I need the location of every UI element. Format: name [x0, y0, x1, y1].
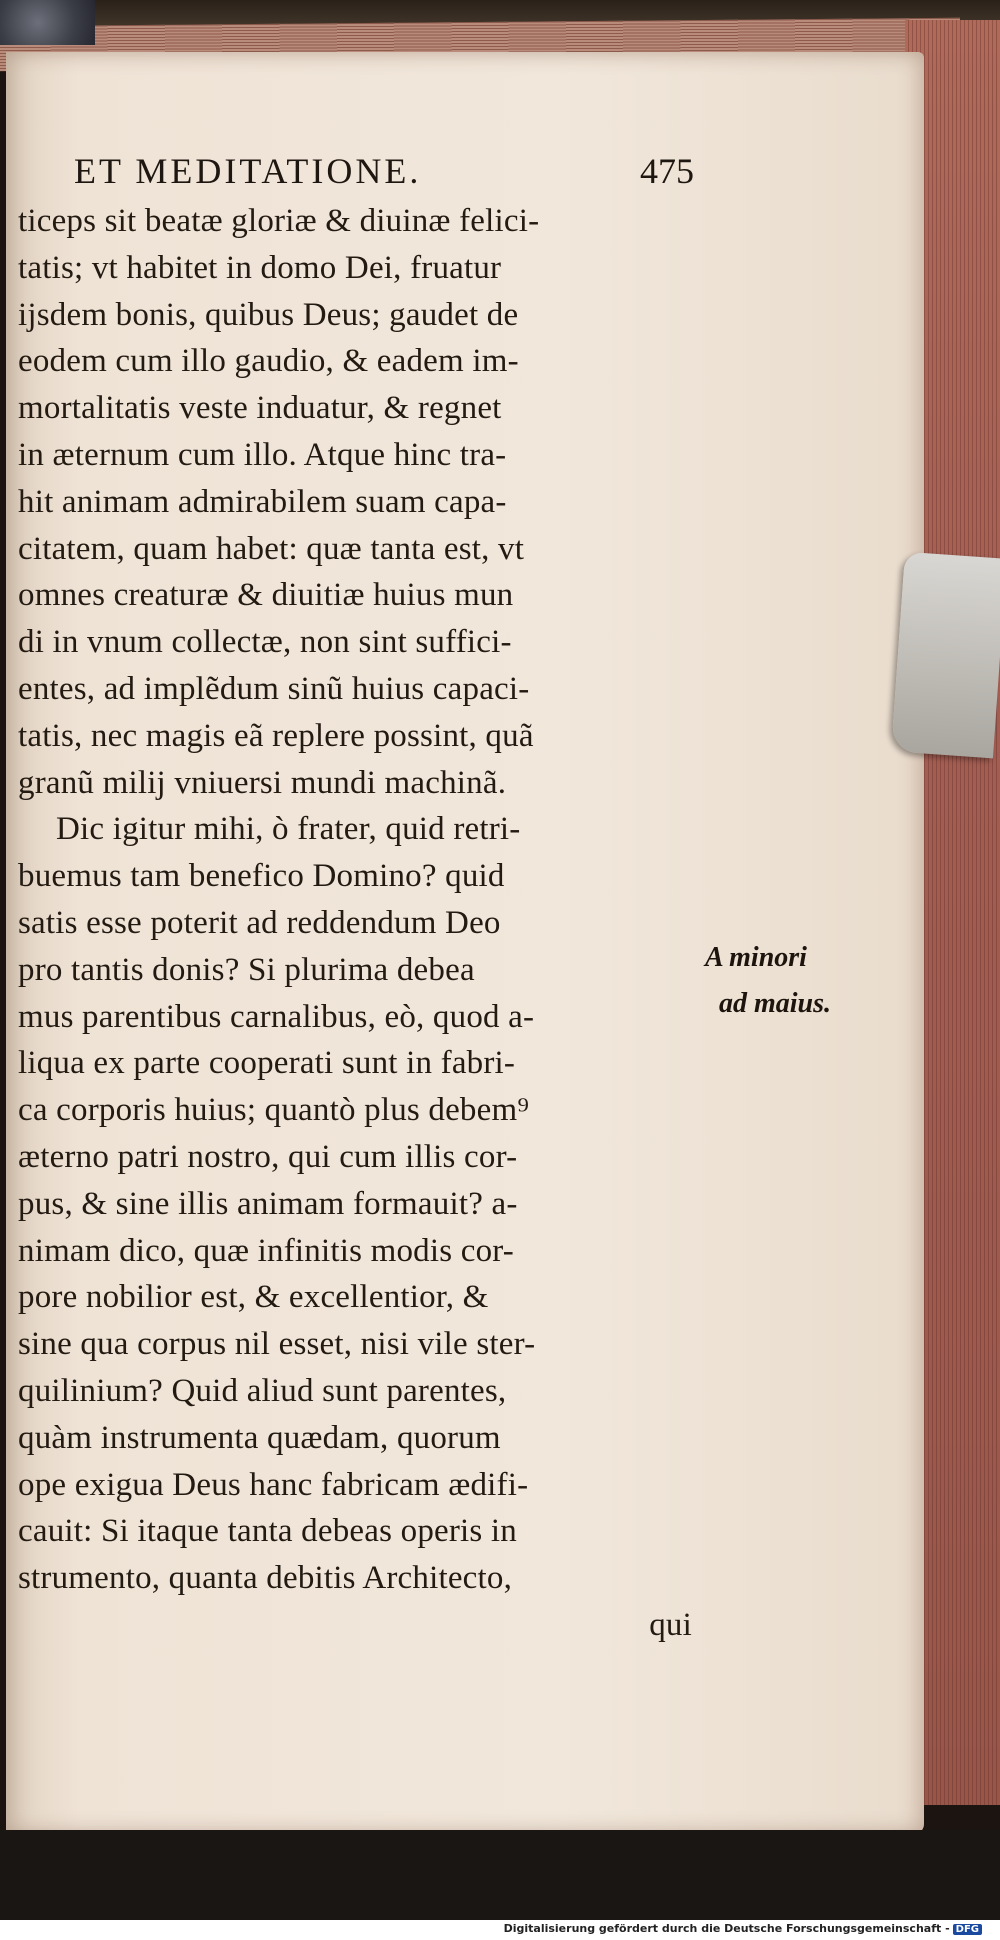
text-line: sine qua corpus nil esset, nisi vile ster- [18, 1326, 536, 1363]
text-line: mortalitatis veste induatur, & regnet [18, 390, 502, 427]
text-line: ijsdem bonis, quibus Deus; gaudet de [18, 296, 519, 333]
marginal-note-line: ad maius. [719, 988, 832, 1019]
page-number: 475 [640, 151, 694, 191]
scan-bottom-bar [0, 1830, 1000, 1920]
marginal-note [705, 935, 875, 1027]
text-line: mus parentibus carnalibus, eò, quod a- [18, 998, 535, 1035]
marginal-note-line: A minori [705, 942, 807, 973]
text-line: buemus tam benefico Domino? quid [18, 858, 505, 895]
text-line: pore nobilior est, & excellentior, & [18, 1279, 489, 1316]
text-line: entes, ad implẽdum sinũ huius capaci- [18, 670, 530, 707]
text-line: quàm instrumenta quædam, quorum [18, 1419, 501, 1456]
text-line: nimam dico, quæ infinitis modis cor- [18, 1232, 514, 1269]
text-line: satis esse poterit ad reddendum Deo [18, 904, 501, 941]
text-body [18, 198, 698, 1649]
footer-credit [504, 1922, 982, 1935]
text-line: hit animam admirabilem suam capa- [18, 483, 507, 520]
text-line: Dic igitur mihi, ò frater, quid retri- [56, 811, 521, 848]
text-line: di in vnum collectæ, non sint suffici- [18, 624, 512, 661]
text-line: eodem cum illo gaudio, & eadem im- [18, 343, 519, 380]
page-header [74, 150, 694, 200]
footer [0, 1920, 1000, 1940]
text-line: ca corporis huius; quantò plus debem⁹ [18, 1092, 530, 1129]
page-clip [891, 552, 1000, 759]
text-line: strumento, quanta debitis Architecto, [18, 1560, 513, 1597]
text-line: granũ milij vniuersi mundi machinã. [18, 764, 507, 801]
text-line: omnes creaturæ & diuitiæ huius mun [18, 577, 514, 614]
catchword: qui [649, 1606, 692, 1643]
text-line: citatem, quam habet: quæ tanta est, vt [18, 530, 525, 567]
text-line: ticeps sit beatæ gloriæ & diuinæ felici- [18, 203, 540, 239]
text-line: cauit: Si itaque tanta debeas operis in [18, 1513, 517, 1550]
book-cover-corner [0, 0, 95, 45]
text-line: æterno patri nostro, qui cum illis cor- [18, 1138, 518, 1175]
running-title: ET MEDITATIONE. [74, 151, 422, 191]
text-line: in æternum cum illo. Atque hinc tra- [18, 436, 507, 473]
text-line: quilinium? Quid aliud sunt parentes, [18, 1372, 507, 1409]
dfg-logo: DFG [953, 1924, 982, 1935]
text-line: pus, & sine illis animam formauit? a- [18, 1185, 518, 1222]
footer-credit-text: Digitalisierung gefördert durch die Deutsche Forschungsgemeinschaft - [503, 1922, 950, 1935]
text-line: ope exigua Deus hanc fabricam ædifi- [18, 1466, 529, 1503]
text-line: tatis, nec magis eã replere possint, quã [18, 717, 534, 754]
text-line: liqua ex parte cooperati sunt in fabri- [18, 1045, 516, 1082]
text-line: pro tantis donis? Si plurima debea [18, 951, 475, 988]
text-line: tatis; vt habitet in domo Dei, fruatur [18, 249, 502, 286]
